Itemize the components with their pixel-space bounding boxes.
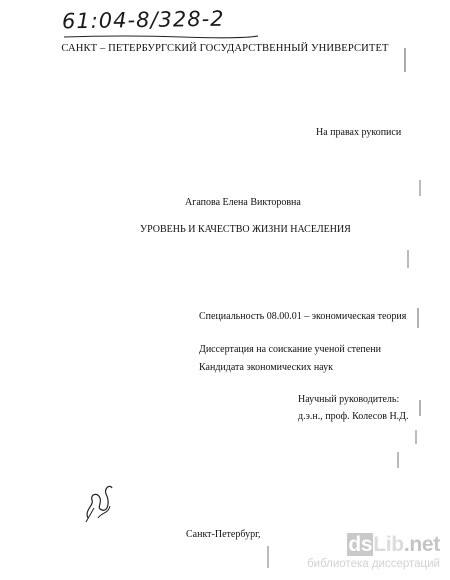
handwritten-initials — [80, 478, 118, 526]
university-header: САНКТ – ПЕТЕРБУРГСКИЙ ГОСУДАРСТВЕННЫЙ УНИВЕРСИТЕТ — [61, 43, 389, 54]
dslib-watermark — [283, 531, 448, 577]
handwritten-underline — [62, 34, 262, 40]
city-line: Санкт-Петербург, — [186, 529, 261, 540]
dslib-logo: dsLib.net — [348, 533, 440, 556]
candidate-degree-line: Кандидата экономических наук — [199, 362, 333, 373]
handwritten-registration-number: 61:04-8/328-2 — [61, 6, 225, 34]
dslib-caption: библиотека диссертаций — [307, 558, 440, 570]
manuscript-rights-note: На правах рукописи — [316, 127, 402, 138]
dissertation-title: УРОВЕНЬ И КАЧЕСТВО ЖИЗНИ НАСЕЛЕНИЯ — [140, 224, 351, 235]
specialty-line: Специальность 08.00.01 – экономическая теория — [199, 311, 407, 322]
supervisor-label: Научный руководитель: — [298, 394, 400, 405]
supervisor-name: д.э.н., проф. Колесов Н.Д. — [298, 411, 409, 422]
author-name: Агапова Елена Викторовна — [185, 197, 301, 208]
dissertation-degree-line: Диссертация на соискание ученой степени — [199, 344, 381, 355]
